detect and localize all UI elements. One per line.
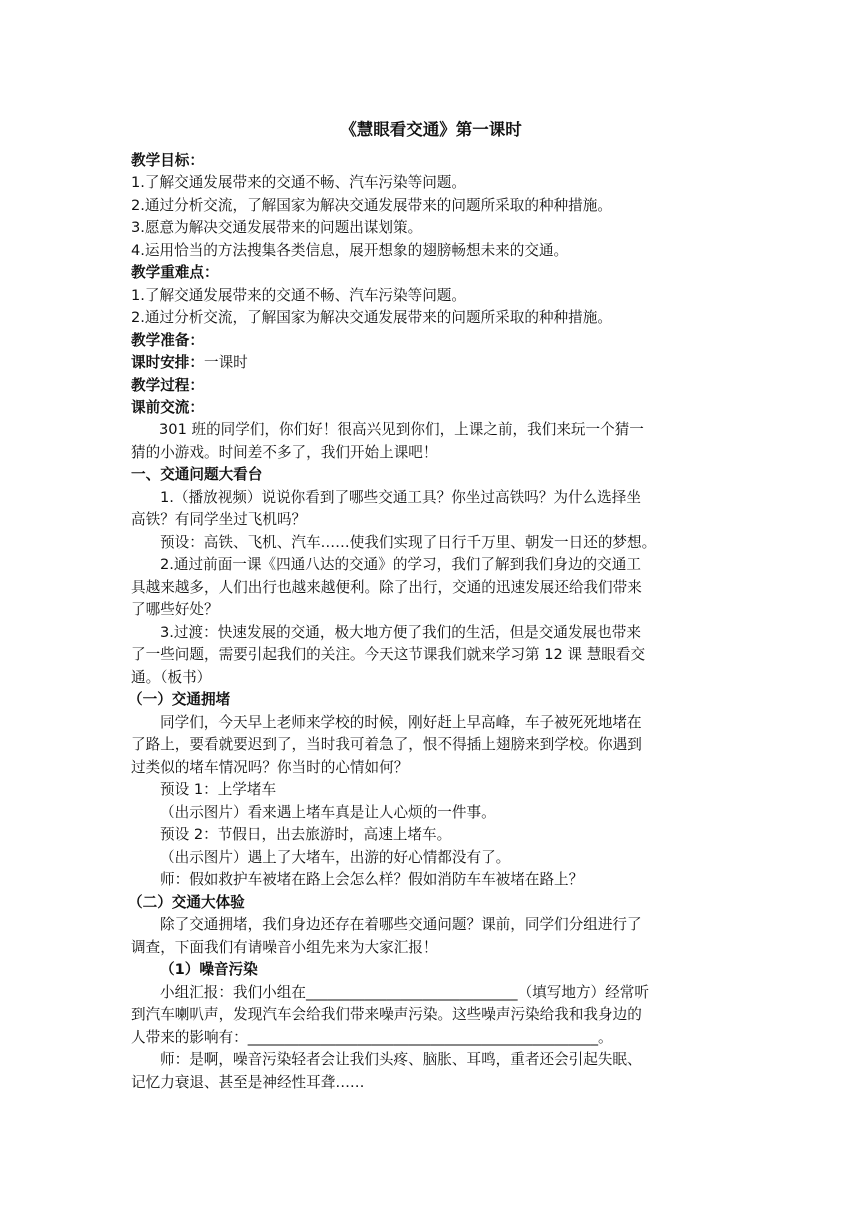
impact-blank[interactable]: ________________________________________________ — [247, 1029, 599, 1046]
section1-line: 具越来越多，人们出行也越来越便利。除了出行，交通的迅速发展还给我们带来 — [131, 579, 642, 596]
sub1-line: 预设 2：节假日，出去旅游时，高速上堵车。 — [160, 826, 452, 843]
objective-item: 3.愿意为解决交通发展带来的问题出谋划策。 — [131, 219, 423, 236]
section1-line: 2.通过前面一课《四通八达的交通》的学习，我们了解到我们身边的交通工 — [160, 556, 641, 573]
schedule-value: 一课时 — [203, 354, 248, 371]
sub2-heading: （二）交通大体验 — [128, 894, 245, 911]
section1-line: 3.过渡：快速发展的交通，极大地方便了我们的生活，但是交通发展也带来 — [160, 624, 641, 641]
sub1-heading: （一）交通拥堵 — [128, 691, 231, 708]
section1-line: 通。（板书） — [131, 669, 212, 686]
sub1-line: （出示图片）看来遇上堵车真是让人心烦的一件事。 — [160, 804, 496, 821]
sub2-line: 除了交通拥堵，我们身边还存在着哪些交通问题？课前，同学们分组进行了 — [160, 916, 642, 933]
sub1-line: 了路上，要看就要迟到了，当时我可着急了，恨不得插上翅膀来到学校。你遇到 — [131, 736, 642, 753]
objectives-heading: 教学目标： — [131, 152, 204, 169]
report-line: 到汽车喇叭声，发现汽车会给我们带来噪声污染。这些噪声污染给我和我身边的 — [131, 1006, 642, 1023]
section1-line: 了一些问题，需要引起我们的关注。今天这节课我们就来学习第 12 课 慧眼看交 — [131, 646, 646, 663]
key-point-item: 1.了解交通发展带来的交通不畅、汽车污染等问题。 — [131, 287, 466, 304]
sub1-line: （出示图片）遇上了大堵车，出游的好心情都没有了。 — [160, 849, 511, 866]
section1-heading: 一、交通问题大看台 — [131, 466, 263, 483]
report-line — [131, 1027, 613, 1049]
sub1-line: 过类似的堵车情况吗？你当时的心情如何？ — [131, 759, 409, 776]
teacher-line: 记忆力衰退、甚至是神经性耳聋…… — [131, 1074, 365, 1091]
report-text: 人带来的影响有： — [131, 1029, 248, 1046]
preparation-heading: 教学准备： — [131, 332, 204, 349]
objective-item: 2.通过分析交流，了解国家为解决交通发展带来的问题所采取的种种措施。 — [131, 197, 612, 214]
section1-line: 了哪些好处？ — [131, 601, 219, 618]
warmup-heading: 课前交流： — [131, 399, 204, 416]
report-line — [160, 982, 649, 1004]
noise-heading: （1）噪音污染 — [160, 961, 258, 978]
process-heading: 教学过程： — [131, 377, 204, 394]
warmup-paragraph-line: 猜的小游戏。时间差不多了，我们开始上课吧！ — [131, 444, 438, 461]
report-text: 小组汇报：我们小组在 — [160, 984, 306, 1001]
teacher-line: 师：是啊，噪音污染轻者会让我们头疼、脑胀、耳鸣，重者还会引起失眠、 — [160, 1051, 642, 1068]
section1-line: 高铁？有同学坐过飞机吗？ — [131, 511, 307, 528]
sub1-line: 师：假如救护车被堵在路上会怎么样？假如消防车车被堵在路上？ — [160, 871, 584, 888]
location-blank[interactable]: _____________________________ — [305, 984, 518, 1001]
schedule-heading: 课时安排： — [131, 354, 204, 371]
warmup-paragraph-line: 301 班的同学们，你们好！很高兴见到你们，上课之前，我们来玩一个猜一 — [159, 421, 644, 438]
sub1-line: 同学们，今天早上老师来学校的时候，刚好赶上早高峰，车子被死死地堵在 — [160, 714, 642, 731]
page-title: 《慧眼看交通》第一课时 — [340, 120, 522, 139]
key-points-heading: 教学重难点： — [131, 264, 219, 281]
section1-line: 1.（播放视频）说说你看到了哪些交通工具？你坐过高铁吗？为什么选择坐 — [160, 489, 641, 506]
report-text: 。 — [598, 1029, 613, 1046]
schedule-line — [131, 352, 248, 374]
section1-line: 预设：高铁、飞机、汽车……使我们实现了日行千万里、朝发一日还的梦想。 — [160, 534, 657, 551]
report-text: （填写地方）经常听 — [517, 984, 649, 1001]
sub1-line: 预设 1：上学堵车 — [160, 781, 277, 798]
objective-item: 1.了解交通发展带来的交通不畅、汽车污染等问题。 — [131, 174, 466, 191]
key-point-item: 2.通过分析交流，了解国家为解决交通发展带来的问题所采取的种种措施。 — [131, 309, 612, 326]
sub2-line: 调查，下面我们有请噪音小组先来为大家汇报！ — [131, 939, 438, 956]
objective-item: 4.运用恰当的方法搜集各类信息，展开想象的翅膀畅想未来的交通。 — [131, 242, 569, 259]
